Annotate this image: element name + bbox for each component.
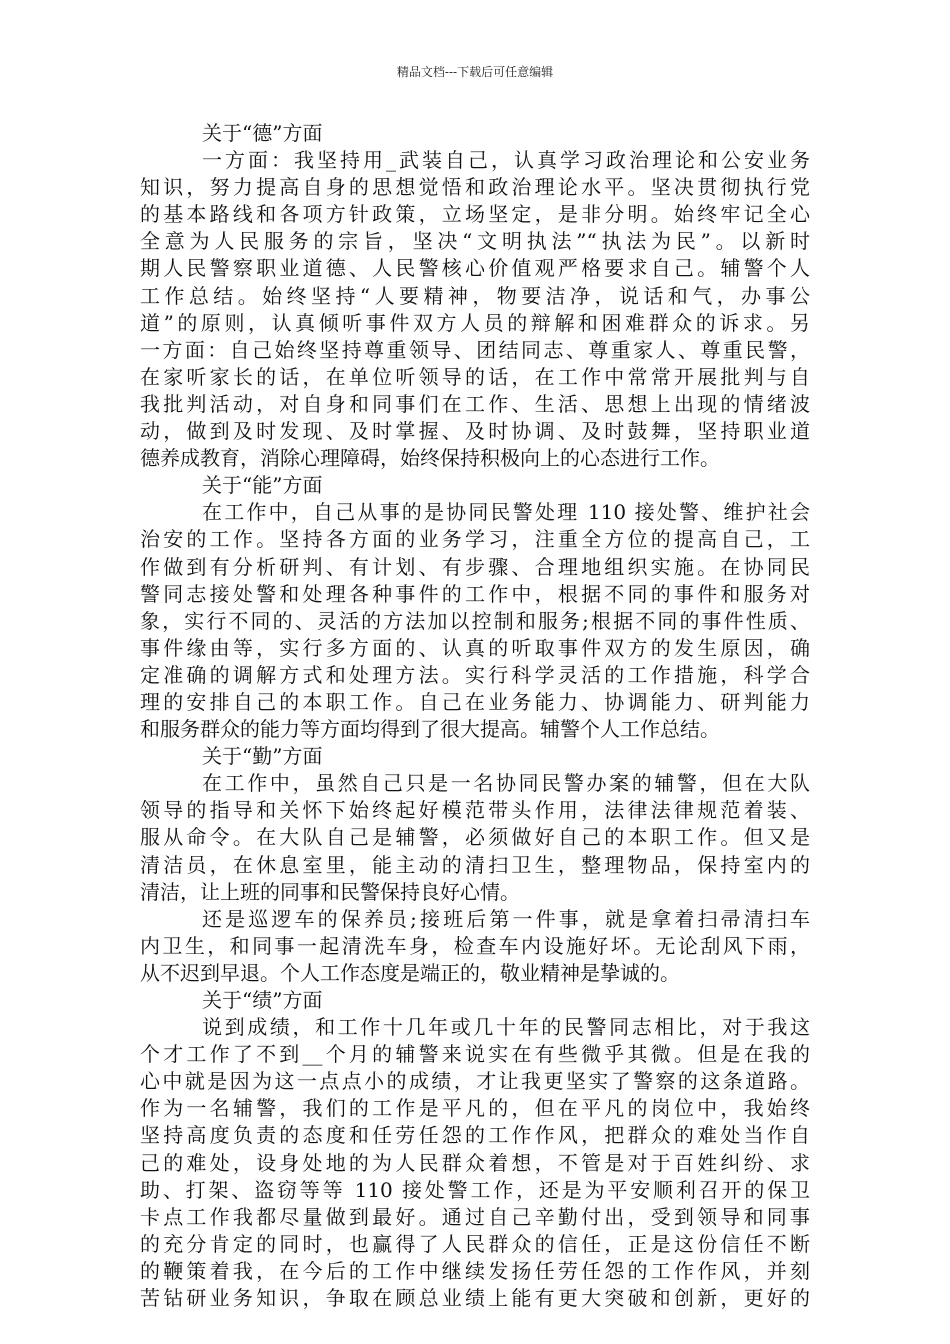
paragraph-line: 还是巡逻车的保养员;接班后第一件事，就是拿着扫帚清扫车 [202,906,810,931]
paragraph-line: 在工作中，自己从事的是协同民警处理 110 接处警、维护社会 [202,500,810,525]
paragraph-line: 我批判活动，对自身和同事们在工作、生活、思想上出现的情绪波 [140,391,810,416]
paragraph-line: 己的难处，设身处地的为人民群众着想，不管是对于百姓纠纷、求 [140,1150,810,1175]
paragraph-line: 领导的指导和关怀下始终起好模范带头作用，法律法律规范着装、 [140,798,810,823]
section-heading: 关于“德”方面 [202,121,323,145]
section-heading: 关于“勤”方面 [202,744,323,769]
paragraph-line: 在家听家长的话，在单位听领导的话，在工作中常常开展批判与自 [140,364,810,389]
paragraph-line: 卡点工作我都尽量做到最好。通过自己辛勤付出，受到领导和同事 [140,1204,810,1229]
paragraph-line: 定准确的调解方式和处理方法。实行科学灵活的工作措施，科学合 [140,662,810,687]
paragraph-line: 一方面：我坚持用_武装自己，认真学习政治理论和公安业务 [202,148,810,173]
paragraph-line: 治安的工作。坚持各方面的业务学习，注重全方位的提高自己，工 [140,527,810,552]
paragraph-line: 事件缘由等，实行多方面的、认真的听取事件双方的发生原因，确 [140,635,810,660]
paragraph-line: 一方面：自己始终坚持尊重领导、团结同志、尊重家人、尊重民警， [140,337,810,362]
paragraph-line: 的鞭策着我，在今后的工作中继续发扬任劳任怨的工作作风，并刻 [140,1258,810,1283]
paragraph-line: 工作总结。始终坚持“人要精神，物要洁净，说话和气，办事公 [140,283,810,308]
paragraph-line: 作为一名辅警，我们的工作是平凡的，但在平凡的岗位中，我始终 [140,1096,810,1121]
paragraph-line: 内卫生，和同事一起清洗车身，检查车内设施好坏。无论刮风下雨， [140,933,810,958]
page-header: 精品文档---下载后可任意编辑 [396,65,554,79]
paragraph-line: 的充分肯定的同时，也赢得了人民群众的信任，正是这份信任不断 [140,1231,810,1256]
paragraph-line: 期人民警察职业道德、人民警核心价值观严格要求自己。辅警个人 [140,256,810,281]
paragraph-line: 心中就是因为这一点点小的成绩，才让我更坚实了警察的这条道路。 [140,1069,810,1094]
paragraph-line: 象，实行不同的、灵活的方法加以控制和服务;根据不同的事件性质、 [140,608,810,633]
paragraph-line: 助、打架、盗窃等等 110 接处警工作，还是为平安顺利召开的保卫 [140,1177,810,1202]
paragraph-line: 和服务群众的能力等方面均得到了很大提高。辅警个人工作总结。 [140,717,720,742]
paragraph-line: 知识，努力提高自身的思想觉悟和政治理论水平。坚决贯彻执行党 [140,175,810,200]
paragraph-line: 从不迟到早退。个人工作态度是端正的，敬业精神是挚诚的。 [140,960,680,985]
document-body [140,120,810,1312]
paragraph-line: 全意为人民服务的宗旨，坚决“文明执法”“执法为民”。以新时 [140,229,810,254]
paragraph-line: 说到成绩，和工作十几年或几十年的民警同志相比，对于我这 [202,1015,810,1040]
paragraph-line: 理的安排自己的本职工作。自己在业务能力、协调能力、研判能力 [140,689,810,714]
paragraph-line: 清洁，让上班的同事和民警保持良好心情。 [140,879,520,904]
section-heading: 关于“绩”方面 [202,988,323,1012]
paragraph-line: 清洁员，在休息室里，能主动的清扫卫生，整理物品，保持室内的 [140,852,810,877]
paragraph-line: 的基本路线和各项方针政策，立场坚定，是非分明。始终牢记全心 [140,202,810,227]
paragraph-line: 坚持高度负责的态度和任劳任怨的工作作风，把群众的难处当作自 [140,1123,810,1148]
paragraph-line: 在工作中，虽然自己只是一名协同民警办案的辅警，但在大队 [202,771,810,796]
paragraph-line: 动，做到及时发现、及时掌握、及时协调、及时鼓舞，坚持职业道 [140,419,810,444]
paragraph-line: 德养成教育，消除心理障碍，始终保持积极向上的心态进行工作。 [140,446,720,471]
paragraph-line: 苦钻研业务知识，争取在顾总业绩上能有更大突破和创新，更好的 [140,1286,810,1311]
paragraph-line: 警同志接处警和处理各种事件的工作中，根据不同的事件和服务对 [140,581,810,606]
paragraph-line: 个才工作了不到__个月的辅警来说实在有些微乎其微。但是在我的 [140,1042,810,1067]
paragraph-line: 服从命令。在大队自己是辅警，必须做好自己的本职工作。但又是 [140,825,810,850]
section-heading: 关于“能”方面 [202,473,323,498]
paragraph-line: 道”的原则，认真倾听事件双方人员的辩解和困难群众的诉求。另 [140,310,810,335]
paragraph-line: 作做到有分析研判、有计划、有步骤、合理地组织实施。在协同民 [140,554,810,579]
